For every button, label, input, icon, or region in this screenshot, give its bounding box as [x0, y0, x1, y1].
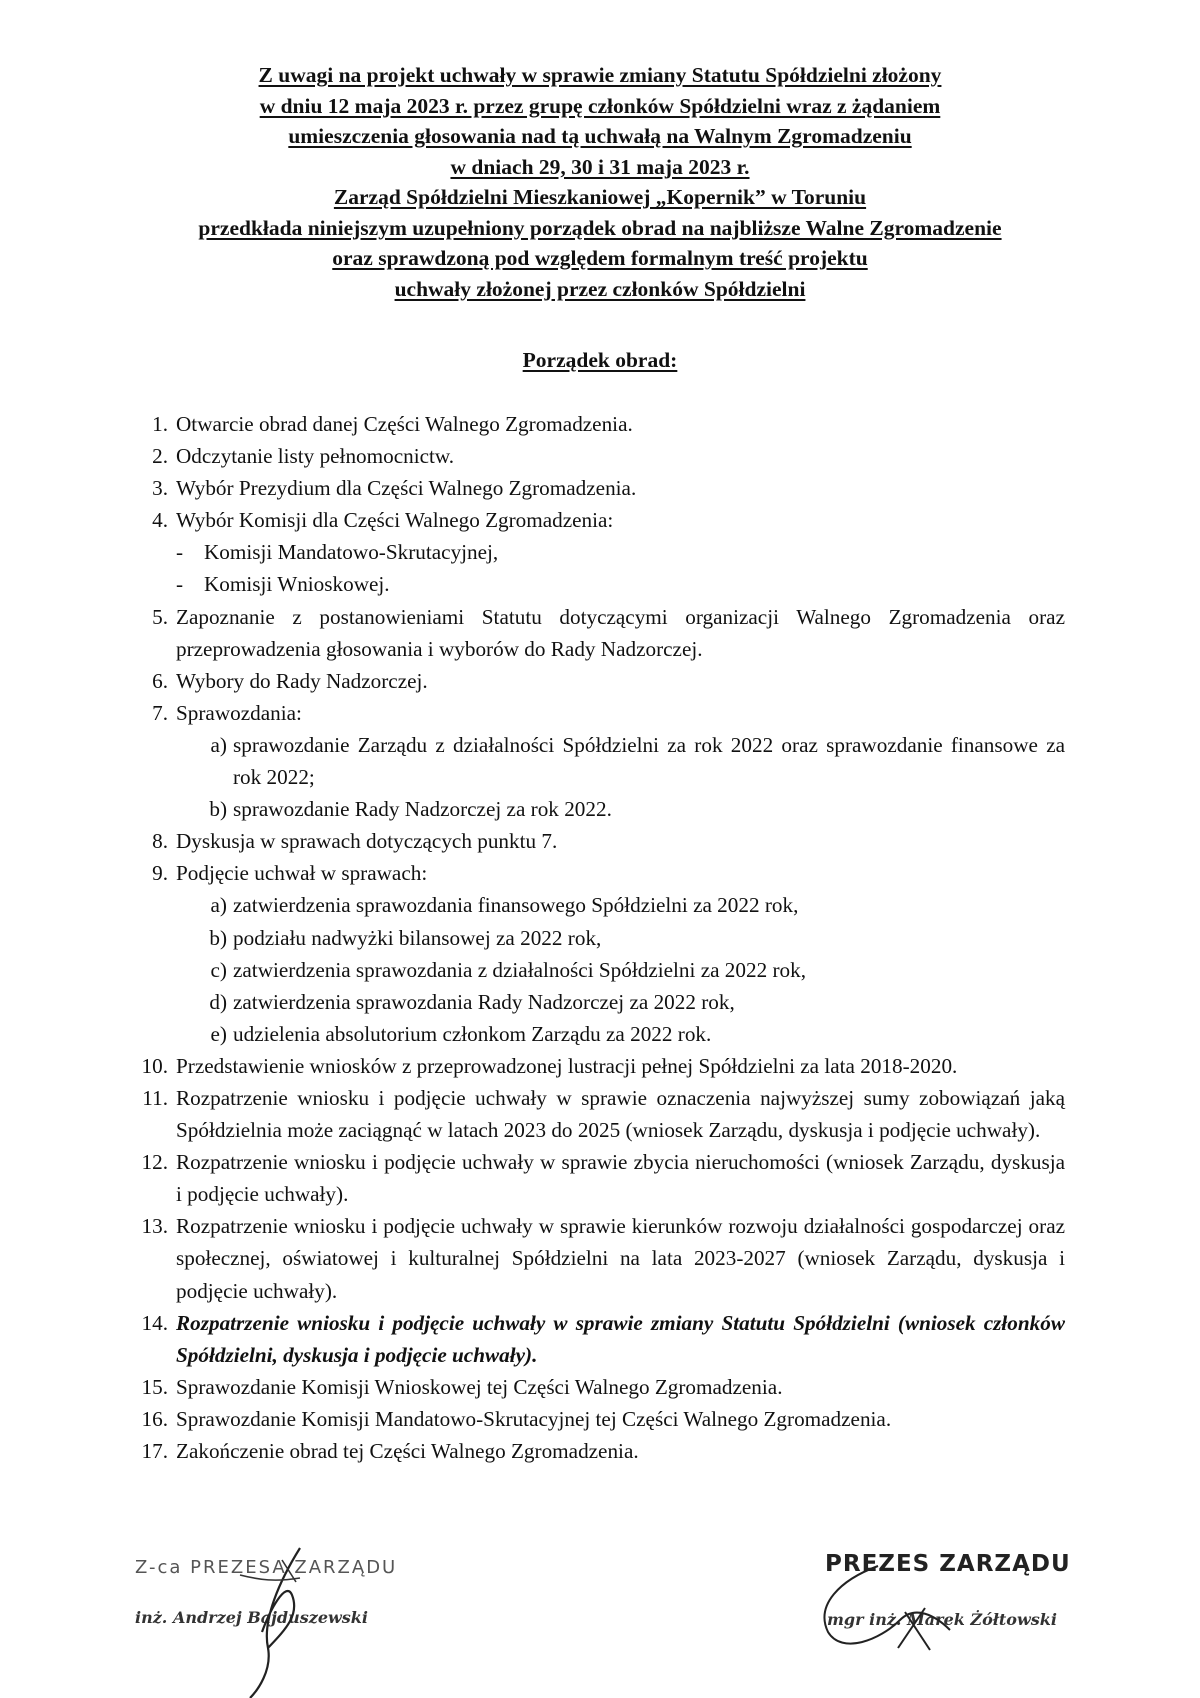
agenda-subitem-letter: b) — [209, 797, 227, 822]
agenda-subitem — [176, 536, 1065, 568]
signature-left-stroke — [250, 1548, 300, 1698]
agenda-subitem — [176, 729, 1065, 793]
agenda-subitem-text: zatwierdzenia sprawozdania finansowego Spółdzielni za 2022 rok, — [233, 893, 799, 918]
agenda-item-text: Rozpatrzenie wniosku i podjęcie uchwały w sprawie oznaczenia najwyższej sumy zobowiązań jaką Spółdzielnia może zaciągnąć w latach 2023 do 2025 (wniosek Zarządu, dyskusja i podjęcie uchwały). — [176, 1085, 1065, 1143]
agenda-subitem-text: sprawozdanie Rady Nadzorczej za rok 2022. — [233, 797, 612, 822]
header-line: uchwały złożonej przez członków Spółdzielni — [394, 276, 806, 301]
header-line: w dniach 29, 30 i 31 maja 2023 r. — [450, 154, 750, 179]
agenda-item-text: Zakończenie obrad tej Części Walnego Zgromadzenia. — [176, 1439, 639, 1463]
agenda-item — [125, 1435, 1065, 1467]
agenda-item-text: Rozpatrzenie wniosku i podjęcie uchwały w sprawie zmiany Statutu Spółdzielni (wniosek członków Spółdzielni, dyskusja i podjęcie uchwały). — [176, 1310, 1065, 1367]
agenda-item-text: Rozpatrzenie wniosku i podjęcie uchwały w sprawie zbycia nieruchomości (wniosek Zarządu, dyskusja i podjęcie uchwały). — [176, 1150, 1065, 1207]
agenda-item-number: 11. — [142, 1085, 168, 1110]
agenda-item-number: 4. — [152, 508, 168, 533]
agenda-item — [125, 1210, 1065, 1306]
agenda-item-number: 16. — [141, 1406, 168, 1431]
agenda-subitem-text: udzielenia absolutorium członkom Zarządu za 2022 rok. — [233, 1021, 712, 1046]
agenda-subitem-letter: e) — [210, 1021, 227, 1046]
header-line: przedkłada niniejszym uzupełniony porządek obrad na najbliższe Walne Zgromadzenie — [198, 215, 1002, 240]
agenda-item-text: Wybór Prezydium dla Części Walnego Zgromadzenia. — [176, 476, 637, 501]
agenda-item-text: Otwarcie obrad danej Części Walnego Zgromadzenia. — [176, 412, 633, 436]
agenda-list — [125, 408, 1065, 1467]
agenda-subitem-text: Komisji Mandatowo-Skrutacyjnej, — [204, 540, 499, 565]
agenda-item-text: Dyskusja w sprawach dotyczących punktu 7. — [176, 829, 558, 854]
agenda-item — [125, 1403, 1065, 1435]
agenda-item-text: Wybory do Rady Nadzorczej. — [176, 668, 428, 693]
agenda-subitem-text: Komisji Wnioskowej. — [204, 572, 390, 597]
agenda-item-number: 15. — [141, 1374, 168, 1399]
agenda-subitem-letter: d) — [209, 989, 227, 1014]
signature-right-stroke — [825, 1566, 950, 1650]
agenda-item — [125, 408, 1065, 440]
bullet-dash: - — [176, 540, 184, 565]
agenda-item — [125, 1307, 1065, 1371]
agenda-item-number: 6. — [152, 668, 168, 693]
signature-right-name: mgr inż. Marek Żółtowski — [827, 1610, 1057, 1629]
signature-left-name: inż. Andrzej Bajduszewski — [135, 1608, 368, 1627]
agenda-subitem-letter: a) — [210, 893, 227, 918]
agenda-item-text: Sprawozdanie Komisji Mandatowo-Skrutacyjnej tej Części Walnego Zgromadzenia. — [176, 1406, 892, 1431]
agenda-item — [125, 504, 1065, 600]
agenda-item-number: 3. — [152, 476, 168, 501]
agenda-item-number: 12. — [141, 1150, 168, 1175]
agenda-item-text: Podjęcie uchwał w sprawach: — [176, 861, 428, 886]
agenda-item-number: 14. — [141, 1310, 168, 1335]
agenda-subitem-letter: b) — [209, 925, 227, 950]
agenda-subitem — [176, 954, 1065, 986]
agenda-item — [125, 665, 1065, 697]
signature-left-title: Z-ca PREZESA ZARZĄDU — [135, 1557, 398, 1578]
agenda-item — [125, 1146, 1065, 1210]
agenda-item — [125, 825, 1065, 857]
agenda-subitem-text: zatwierdzenia sprawozdania z działalności Spółdzielni za 2022 rok, — [233, 957, 807, 982]
agenda-subitem-text: sprawozdanie Zarządu z działalności Spółdzielni za rok 2022 oraz sprawozdanie finansowe za rok 2022; — [233, 732, 1065, 790]
handwritten-signatures — [0, 1520, 1200, 1698]
signature-right-title: PREZES ZARZĄDU — [825, 1551, 1071, 1577]
agenda-subitem — [176, 793, 1065, 825]
agenda-item-number: 2. — [152, 444, 168, 469]
header-line: w dniu 12 maja 2023 r. przez grupę członków Spółdzielni wraz z żądaniem — [259, 93, 941, 118]
header-line: Zarząd Spółdzielni Mieszkaniowej „Kopernik” w Toruniu — [333, 185, 867, 209]
agenda-subitem-letter: c) — [210, 957, 227, 982]
agenda-subitem — [176, 986, 1065, 1018]
agenda-item — [125, 1082, 1065, 1146]
agenda-subitem — [176, 922, 1065, 954]
agenda-item-text: Sprawozdania: — [176, 700, 302, 725]
agenda-item — [125, 472, 1065, 504]
agenda-item-number: 13. — [141, 1214, 168, 1239]
agenda-subitem-letter: a) — [210, 732, 227, 757]
agenda-item-text: Rozpatrzenie wniosku i podjęcie uchwały w sprawie kierunków rozwoju działalności gospodarczej oraz społecznej, oświatowej i kulturalnej Spółdzielni na lata 2023-2027 (wniosek Zarządu, dyskusja i podjęcie uchwały). — [176, 1214, 1065, 1303]
agenda-item — [125, 1050, 1065, 1082]
agenda-title: Porządek obrad: — [522, 348, 678, 372]
agenda-item-number: 8. — [152, 829, 168, 854]
header-line: oraz sprawdzoną pod względem formalnym treść projektu — [332, 246, 868, 270]
agenda-item — [125, 697, 1065, 825]
agenda-item-number: 5. — [152, 604, 168, 629]
agenda-item-text: Zapoznanie z postanowieniami Statutu dotyczącymi organizacji Walnego Zgromadzenia oraz przeprowadzenia głosowania i wyborów do Rady Nadzorczej. — [176, 604, 1065, 661]
agenda-item-number: 9. — [152, 861, 168, 886]
agenda-subitem — [176, 1018, 1065, 1050]
agenda-item-number: 17. — [141, 1439, 168, 1463]
header-line: Z uwagi na projekt uchwały w sprawie zmiany Statutu Spółdzielni złożony — [258, 63, 942, 87]
document-header — [0, 60, 1200, 304]
agenda-item — [125, 857, 1065, 1050]
agenda-item — [125, 440, 1065, 472]
agenda-item — [125, 1371, 1065, 1403]
agenda-item-text: Odczytanie listy pełnomocnictw. — [176, 444, 455, 469]
agenda-item-number: 1. — [152, 412, 168, 436]
agenda-item-number: 7. — [152, 700, 168, 725]
agenda-subitem — [176, 568, 1065, 600]
agenda-subitem-text: zatwierdzenia sprawozdania Rady Nadzorczej za 2022 rok, — [233, 989, 735, 1014]
header-line: umieszczenia głosowania nad tą uchwałą na Walnym Zgromadzeniu — [288, 124, 912, 148]
agenda-item-number: 10. — [141, 1053, 168, 1078]
bullet-dash: - — [176, 572, 184, 597]
agenda-item-text: Sprawozdanie Komisji Wnioskowej tej Części Walnego Zgromadzenia. — [176, 1374, 783, 1399]
agenda-item-text: Wybór Komisji dla Części Walnego Zgromadzenia: — [176, 508, 614, 533]
agenda-item — [125, 601, 1065, 665]
agenda-item-text: Przedstawienie wniosków z przeprowadzonej lustracji pełnej Spółdzielni za lata 2018-2020. — [176, 1053, 958, 1078]
agenda-subitem-text: podziału nadwyżki bilansowej za 2022 rok, — [233, 925, 602, 950]
agenda-subitem — [176, 889, 1065, 921]
